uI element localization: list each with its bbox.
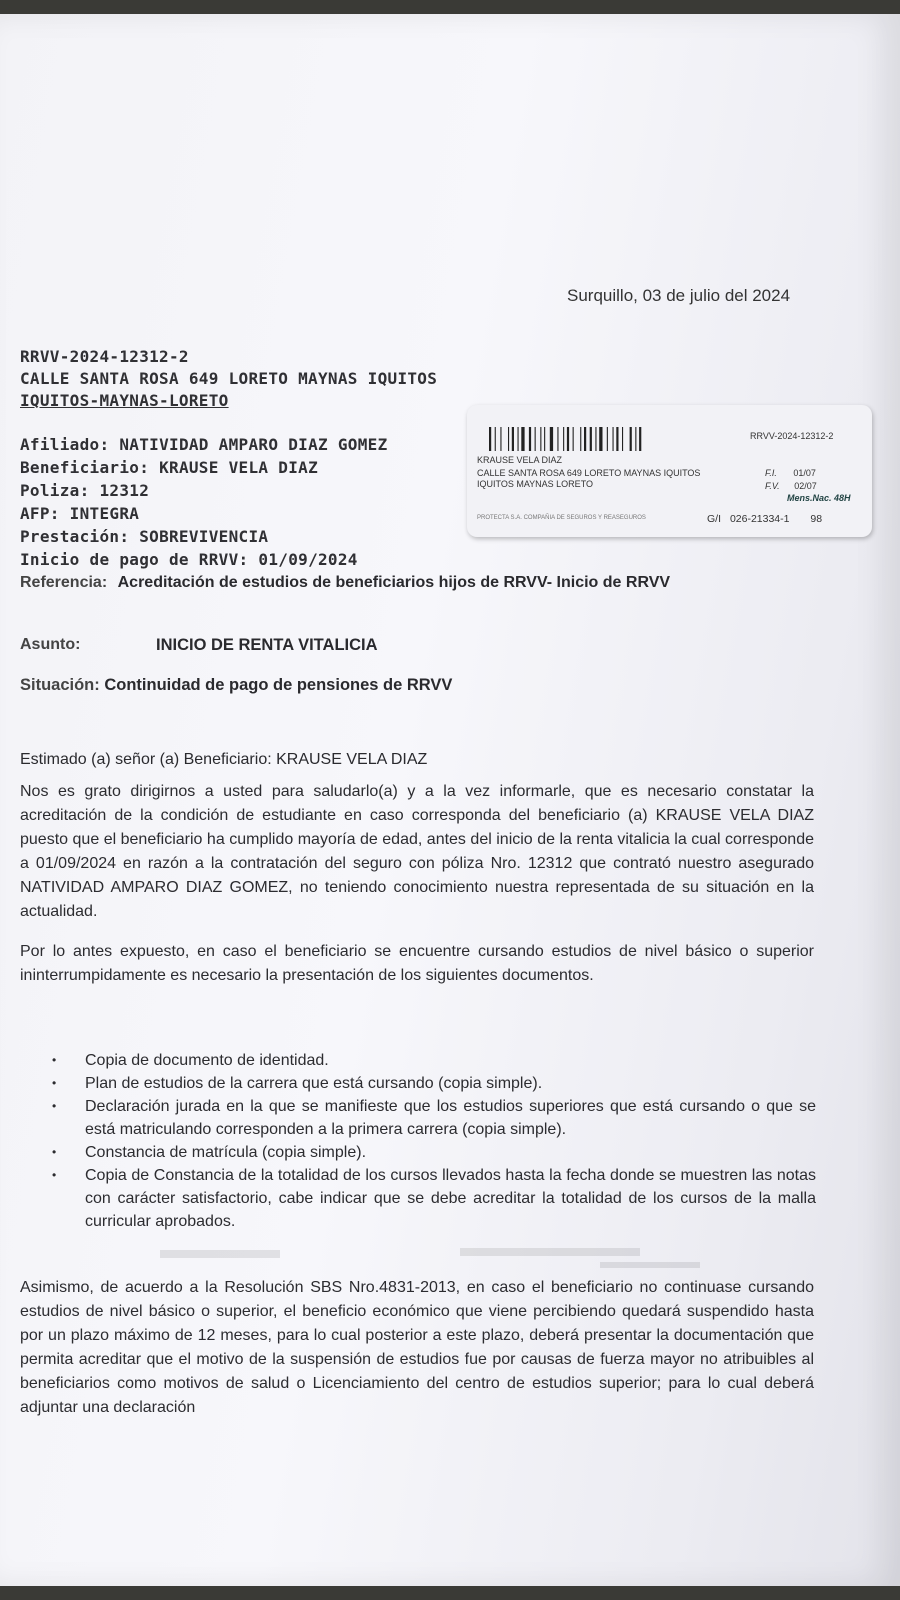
field-label: AFP: [20,504,60,523]
list-item: • Declaración jurada en la que se manifieste que los estudios superiores que está cursando o que se está matriculando corresponden a la primera carrera (copia simple). [52,1095,816,1141]
referencia-value: Acreditación de estudios de beneficiarios hijos de RRVV- Inicio de RRVV [117,574,671,591]
field-label: Poliza: [20,481,90,500]
field-value: INTEGRA [69,504,140,523]
situacion-line [20,676,452,695]
field-value: SOBREVIVENCIA [139,527,269,546]
salutation: Estimado (a) señor (a) Beneficiario: KRAUSE VELA DIAZ [20,751,428,768]
field-value: 01/09/2024 [258,550,358,569]
field-label: Inicio de pago de RRVV: [20,550,249,569]
field-value: 12312 [99,481,150,500]
address-line-1: CALLE SANTA ROSA 649 LORETO MAYNAS IQUITOS [20,369,438,388]
label-fi: F.I. 01/07 [765,468,816,478]
label-name: KRAUSE VELA DIAZ [477,455,563,465]
list-item: • Constancia de matrícula (copia simple). [52,1141,816,1164]
field-value: NATIVIDAD AMPARO DIAZ GOMEZ [119,435,388,454]
bleed-through-marks [160,1244,720,1274]
field-afiliado [20,435,388,454]
bullet-icon: • [52,1099,57,1113]
label-company: PROTECTA S.A. COMPAÑIA DE SEGUROS Y REASEGUROS [477,515,646,521]
label-courier-note: Mens.Nac. 48H [787,493,851,503]
paragraph-resolucion: Asimismo, de acuerdo a la Resolución SBS Nro.4831-2013, en caso el beneficiario no continuase cursando estudios de nivel básico o superior, el beneficio económico que viene percibiendo quedará suspendido hasta por un plazo máximo de 12 meses, para lo cual posterior a este plazo, deberá presentar la documentación que permita acreditar que el motivo de la suspensión de estudios fue por causas de fuerza mayor no atribuibles al beneficiarios como motivos de salud o Licenciamiento del centro de estudios superior; para lo cual deberá adjuntar una declaración [20,1279,814,1416]
label-guide: G/I 026-21334-1 98 [707,513,823,525]
bullet-icon: • [52,1053,57,1067]
list-item: • Plan de estudios de la carrera que está cursando (copia simple). [52,1072,816,1095]
letter-page [0,14,900,1586]
situacion-value: Continuidad de pago de pensiones de RRVV [104,676,453,694]
paragraph-requirements: Por lo antes expuesto, en caso el beneficiario se encuentre cursando estudios de nivel básico o superior ininterrumpidamente es necesario la presentación de los siguientes documentos. [20,943,814,984]
field-afp [20,504,139,523]
field-prestacion [20,527,268,546]
label-address-2: IQUITOS MAYNAS LORETO [477,479,594,489]
field-poliza [20,481,149,500]
address-line-2: IQUITOS-MAYNAS-LORETO [20,391,229,410]
bullet-icon: • [52,1168,57,1182]
referencia-label: Referencia: [20,574,108,591]
asunto-value: INICIO DE RENTA VITALICIA [156,636,378,654]
barcode-icon [489,427,699,451]
shipping-label [467,405,872,537]
label-code: RRVV-2024-12312-2 [750,431,834,441]
referencia-line [20,574,670,592]
bullet-icon: • [52,1145,57,1159]
list-item: • Copia de Constancia de la totalidad de los cursos llevados hasta la fecha donde se muestren las notas con carácter satisfactorio, cabe indicar que se debe acreditar la totalidad de los cursos de la malla curricular aprobados. [52,1164,816,1233]
field-label: Afiliado: [20,435,110,454]
field-beneficiario [20,458,318,477]
label-address-1: CALLE SANTA ROSA 649 LORETO MAYNAS IQUITOS [477,468,701,478]
field-label: Beneficiario: [20,458,150,477]
paragraph-intro: Nos es grato dirigirnos a usted para saludarlo(a) y a la vez informarle, que es necesario constatar la acreditación de la condición de estudiante en caso corresponda del beneficiario (a) KRAUSE VELA DIAZ puesto que el beneficiario ha cumplido mayoría de edad, antes del inicio de la renta vitalicia la cual corresponde a 01/09/2024 en razón a la contratación del seguro con póliza Nro. 12312 que contrató nuestro asegurado NATIVIDAD AMPARO DIAZ GOMEZ, no teniendo conocimiento nuestra representada de su situación en la actualidad. [20,783,814,920]
asunto-label: Asunto: [20,636,81,653]
documents-list [52,1049,816,1233]
label-fv: F.V. 02/07 [765,481,817,491]
field-value: KRAUSE VELA DIAZ [159,458,319,477]
date-line: Surquillo, 03 de julio del 2024 [567,286,791,305]
field-label: Prestación: [20,527,130,546]
field-inicio-pago [20,550,358,569]
situacion-label: Situación: [20,676,100,694]
reference-code: RRVV-2024-12312-2 [20,347,189,366]
list-item: • Copia de documento de identidad. [52,1049,816,1072]
bullet-icon: • [52,1076,57,1090]
